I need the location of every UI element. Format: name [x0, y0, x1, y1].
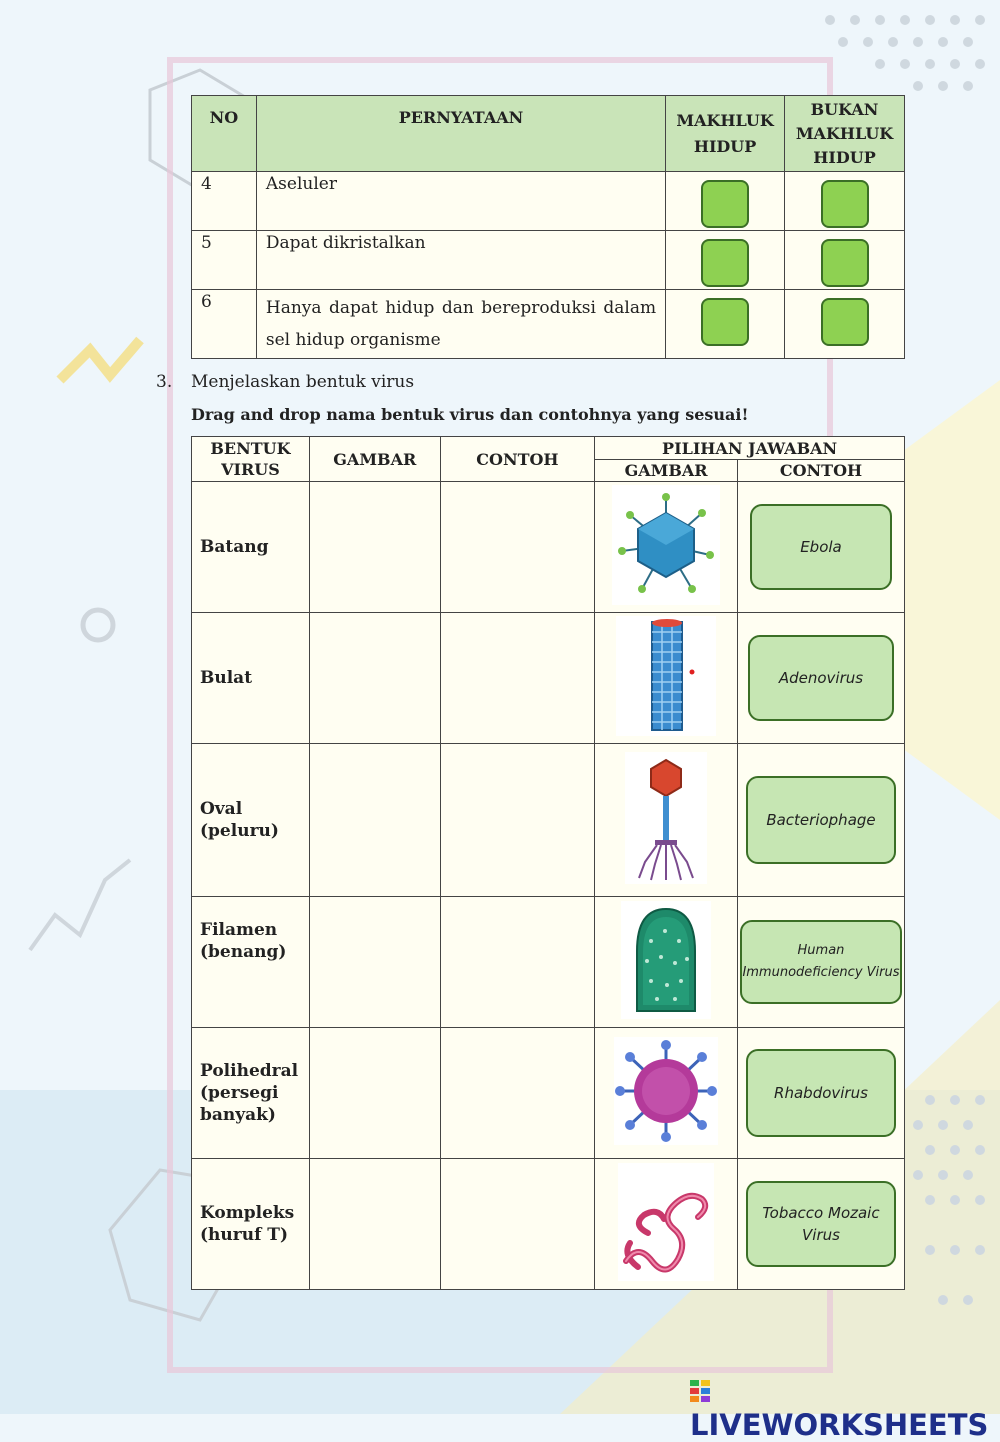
- living-thing-table: [191, 95, 905, 359]
- table-row: [192, 613, 905, 744]
- choice-image-cell: [595, 897, 738, 1028]
- question-number: 3.: [156, 372, 173, 392]
- row-number: 5: [192, 231, 257, 290]
- header-living-label: MAKHLUK HIDUP: [676, 110, 774, 156]
- virus-shape-table: [191, 436, 905, 1290]
- choice-image-cell: [595, 613, 738, 744]
- answer-card[interactable]: Bacteriophage: [746, 776, 896, 864]
- living-checkbox[interactable]: [701, 298, 749, 346]
- answer-card[interactable]: Ebola: [750, 504, 892, 590]
- header-choices: PILIHAN JAWABAN: [595, 437, 905, 460]
- table-row: [192, 482, 905, 613]
- living-checkbox[interactable]: [701, 239, 749, 287]
- liveworksheets-logo-text: LIVEWORKSHEETS: [690, 1408, 989, 1442]
- header-nonliving-label: BUKAN MAKHLUK HIDUP: [795, 99, 894, 167]
- choice-answer-cell: [737, 744, 904, 897]
- image-drop-zone[interactable]: [309, 482, 440, 613]
- icosahedral-virus-image[interactable]: [612, 485, 720, 605]
- row-number: 6: [192, 290, 257, 359]
- filament-virus-image[interactable]: [618, 1163, 714, 1281]
- header-choice-image: GAMBAR: [595, 460, 738, 482]
- nonliving-checkbox[interactable]: [821, 239, 869, 287]
- answer-card[interactable]: Adenovirus: [748, 635, 894, 721]
- answer-card[interactable]: Tobacco Mozaic Virus: [746, 1181, 896, 1267]
- row-statement: Hanya dapat hidup dan bereproduksi dalam sel hidup organisme: [256, 290, 665, 359]
- table-row: [192, 897, 905, 1028]
- choice-image-cell: [595, 1028, 738, 1159]
- choice-answer-cell: [737, 1159, 904, 1290]
- answer-card[interactable]: Human Immunodeficiency Virus: [740, 920, 902, 1004]
- liveworksheets-logo-icon: [690, 1380, 710, 1402]
- table-row: [192, 290, 905, 359]
- example-drop-zone[interactable]: [440, 1159, 595, 1290]
- living-checkbox[interactable]: [701, 180, 749, 228]
- example-drop-zone[interactable]: [440, 744, 595, 897]
- header-shape: BENTUK VIRUS: [192, 437, 310, 482]
- header-living: [666, 96, 785, 172]
- rod-virus-image[interactable]: [616, 616, 716, 736]
- nonliving-cell: [785, 290, 905, 359]
- header-example: CONTOH: [440, 437, 595, 482]
- question-title: Menjelaskan bentuk virus: [191, 372, 415, 392]
- table-row: [192, 172, 905, 231]
- shape-label: Kompleks (huruf T): [192, 1159, 310, 1290]
- header-choice-example: CONTOH: [737, 460, 904, 482]
- example-drop-zone[interactable]: [440, 613, 595, 744]
- table-row: [192, 1028, 905, 1159]
- header-statement: PERNYATAAN: [256, 96, 665, 172]
- nonliving-cell: [785, 231, 905, 290]
- choice-answer-cell: [737, 482, 904, 613]
- table-row: [192, 231, 905, 290]
- image-drop-zone[interactable]: [309, 897, 440, 1028]
- choice-image-cell: [595, 744, 738, 897]
- living-cell: [666, 172, 785, 231]
- instruction-text: Drag and drop nama bentuk virus dan contohnya yang sesuai!: [191, 405, 749, 424]
- choice-answer-cell: [737, 1028, 904, 1159]
- liveworksheets-logo: [690, 1374, 1000, 1442]
- example-drop-zone[interactable]: [440, 482, 595, 613]
- spherical-virus-image[interactable]: [614, 1037, 718, 1145]
- nonliving-checkbox[interactable]: [821, 298, 869, 346]
- answer-card[interactable]: Rhabdovirus: [746, 1049, 896, 1137]
- example-drop-zone[interactable]: [440, 897, 595, 1028]
- living-cell: [666, 290, 785, 359]
- header-nonliving: [785, 96, 905, 172]
- shape-label: Batang: [192, 482, 310, 613]
- living-cell: [666, 231, 785, 290]
- shape-label: Bulat: [192, 613, 310, 744]
- image-drop-zone[interactable]: [309, 744, 440, 897]
- row-number: 4: [192, 172, 257, 231]
- example-drop-zone[interactable]: [440, 1028, 595, 1159]
- bullet-virus-image[interactable]: [621, 901, 711, 1019]
- nonliving-cell: [785, 172, 905, 231]
- shape-label: Filamen (benang): [192, 897, 310, 1028]
- table-row: [192, 744, 905, 897]
- row-statement: Dapat dikristalkan: [256, 231, 665, 290]
- choice-answer-cell: [737, 897, 904, 1028]
- row-statement: Aseluler: [256, 172, 665, 231]
- nonliving-checkbox[interactable]: [821, 180, 869, 228]
- image-drop-zone[interactable]: [309, 613, 440, 744]
- image-drop-zone[interactable]: [309, 1159, 440, 1290]
- header-no: NO: [192, 96, 257, 172]
- table-row: [192, 1159, 905, 1290]
- bacteriophage-image[interactable]: [625, 752, 707, 884]
- image-drop-zone[interactable]: [309, 1028, 440, 1159]
- shape-label: Polihedral (persegi banyak): [192, 1028, 310, 1159]
- choice-image-cell: [595, 1159, 738, 1290]
- header-image: GAMBAR: [309, 437, 440, 482]
- choice-image-cell: [595, 482, 738, 613]
- choice-answer-cell: [737, 613, 904, 744]
- shape-label: Oval (peluru): [192, 744, 310, 897]
